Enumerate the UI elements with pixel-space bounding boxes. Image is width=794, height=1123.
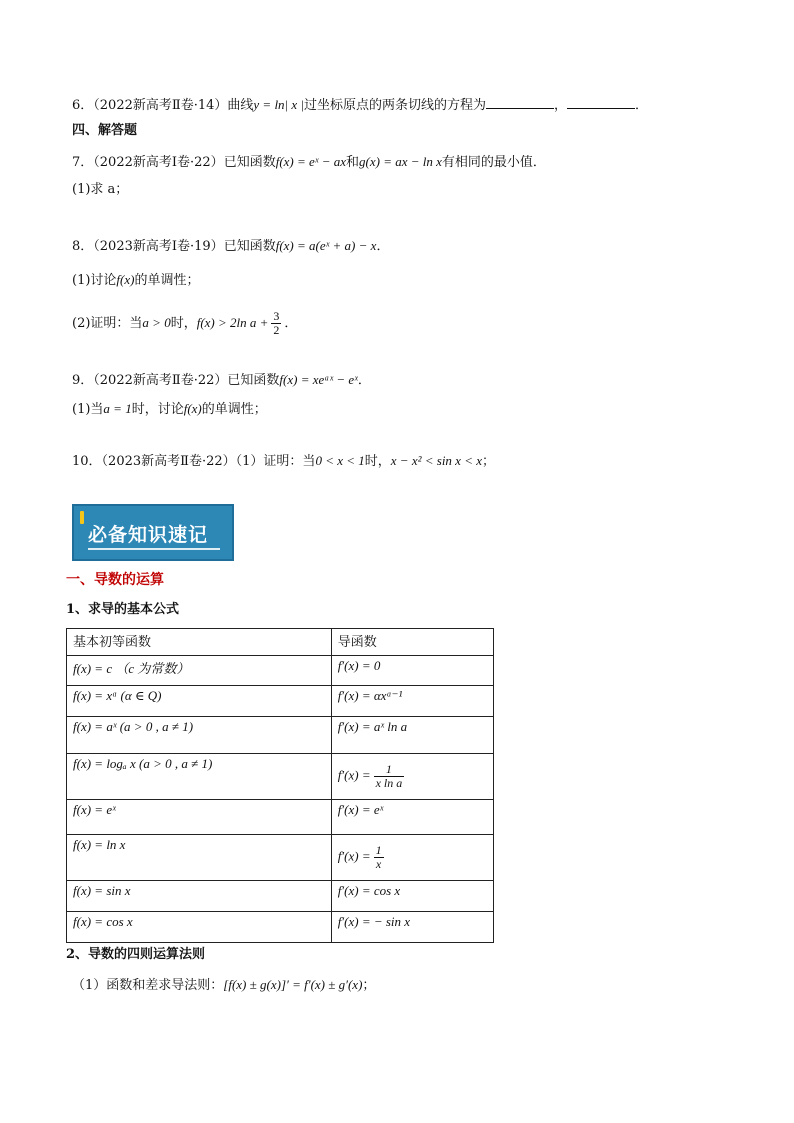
table-header-cell: 基本初等函数 [67, 629, 332, 656]
answer-blank[interactable] [567, 95, 635, 109]
rule-label: （1）函数和差求导法则： [72, 978, 224, 993]
question-number: 10． [72, 454, 102, 469]
question-text: 已知函数 [223, 239, 276, 254]
function-cell: f(x) = aˣ (a > 0 , a ≠ 1) [67, 717, 332, 754]
table-row [67, 800, 494, 835]
question-source: （2022新高考Ⅱ卷·14） [93, 98, 228, 113]
table-row [67, 881, 494, 912]
question-text: 的单调性； [134, 273, 200, 288]
derivative-formula-table [66, 628, 494, 943]
question-text: 过坐标原点的两条切线的方程为 [303, 98, 486, 113]
table-row [67, 835, 494, 881]
math-expression: f(x) > 2ln a + [196, 315, 269, 330]
question-10 [72, 451, 495, 472]
function-cell: f(x) = xᵅ (α ∈ Q) [67, 686, 332, 717]
banner-tab-marker [80, 511, 84, 524]
derivative-cell [331, 754, 493, 800]
fraction-numerator: 3 [273, 309, 280, 323]
table-header-row [67, 629, 494, 656]
derivative-cell: f′(x) = cos x [331, 881, 493, 912]
math-expression: g(x) = ax − ln x [359, 154, 442, 169]
section-heading: 四、解答题 [72, 123, 138, 138]
fraction-denominator: 2 [273, 323, 280, 337]
question-source: （2022新高考Ⅱ卷·22） [93, 373, 228, 388]
knowledge-heading: 一、导数的运算 [66, 572, 164, 588]
subheading-arithmetic-rules: 2、导数的四则运算法则 [66, 947, 206, 962]
math-expression: [f(x) ± g(x)]′ = f′(x) ± g′(x) [223, 977, 363, 992]
fraction-denominator: x [375, 857, 382, 871]
question-text: 时，讨论 [131, 402, 184, 417]
question-9 [72, 370, 371, 391]
period: ． [376, 239, 390, 254]
table-row [67, 656, 494, 686]
math-expression: f(x) = xeᵃˣ − eˣ [279, 372, 358, 387]
period: ． [284, 316, 298, 331]
math-expression: a > 0 [142, 315, 171, 330]
question-text: （1）证明：当 [235, 454, 316, 469]
function-cell: f(x) = c （c 为常数） [67, 656, 332, 686]
question-text: ； [482, 454, 496, 469]
question-text: 的单调性； [201, 402, 267, 417]
fraction [374, 844, 384, 871]
question-9-part-1 [72, 399, 267, 420]
derivative-cell: f′(x) = 0 [331, 656, 493, 686]
table-row [67, 717, 494, 754]
question-number: 8． [72, 239, 94, 254]
math-expression: x − x² < sin x < x [390, 453, 482, 468]
math-expression: y = ln| x | [253, 97, 304, 112]
question-number: 6． [72, 98, 94, 113]
banner-underline [88, 548, 220, 550]
question-text: ； [362, 978, 376, 993]
banner-title: 必备知识速记 [88, 524, 209, 546]
question-number: 7． [72, 155, 94, 170]
function-cell: f(x) = cos x [67, 912, 332, 943]
math-expression: f(x) = a(eˣ + a) − x [275, 238, 377, 253]
function-cell: f(x) = logₐ x (a > 0 , a ≠ 1) [67, 754, 332, 800]
derivative-prefix: f′(x) = [337, 848, 371, 864]
derivative-cell: f′(x) = aˣ ln a [331, 717, 493, 754]
period: ． [357, 373, 371, 388]
fraction [374, 763, 405, 790]
derivative-cell: f′(x) = αxᵅ⁻¹ [331, 686, 493, 717]
math-expression: f(x) = eˣ − ax [275, 154, 346, 169]
question-text: 已知函数 [227, 373, 280, 388]
table-row [67, 912, 494, 943]
math-expression: 0 < x < 1 [315, 453, 365, 468]
question-8-part-1 [72, 270, 199, 291]
fraction-numerator: 1 [375, 843, 382, 857]
derivative-cell: f′(x) = eˣ [331, 800, 493, 835]
question-text: 有相同的最小值． [441, 155, 546, 170]
period: ． [635, 98, 649, 113]
fraction-denominator: x ln a [375, 776, 403, 790]
derivative-cell: f′(x) = − sin x [331, 912, 493, 943]
math-expression: f(x) [116, 272, 135, 287]
question-text: 和 [346, 155, 360, 170]
question-text: 时， [364, 454, 391, 469]
function-cell: f(x) = eˣ [67, 800, 332, 835]
question-text: 时， [170, 316, 197, 331]
part-label: (1)当 [72, 402, 104, 417]
rule-sum-difference [72, 975, 375, 996]
question-8 [72, 236, 389, 257]
function-cell: f(x) = ln x [67, 835, 332, 881]
fraction-numerator: 1 [374, 763, 405, 777]
subheading-basic-formulas: 1、求导的基本公式 [66, 602, 180, 617]
table-row [67, 686, 494, 717]
section-banner [72, 504, 234, 561]
question-7 [72, 152, 546, 173]
answer-blank[interactable] [486, 95, 554, 109]
question-7-part-1: (1)求 a； [72, 182, 129, 197]
separator: ， [554, 98, 568, 113]
question-8-part-2 [72, 308, 297, 339]
math-expression: a = 1 [103, 401, 132, 416]
question-number: 9． [72, 373, 94, 388]
table-row [67, 754, 494, 800]
question-source: （2023新高考Ⅰ卷·19） [93, 239, 224, 254]
question-6 [72, 95, 648, 116]
part-label: (1)讨论 [72, 273, 117, 288]
fraction [271, 310, 281, 337]
question-text: 曲线 [227, 98, 254, 113]
question-text: 已知函数 [223, 155, 276, 170]
derivative-prefix: f′(x) = [337, 767, 371, 783]
function-cell: f(x) = sin x [67, 881, 332, 912]
question-source: （2022新高考Ⅰ卷·22） [93, 155, 224, 170]
derivative-cell [331, 835, 493, 881]
table-header-cell: 导函数 [331, 629, 493, 656]
math-expression: f(x) [183, 401, 202, 416]
question-source: （2023新高考Ⅱ卷·22） [101, 454, 236, 469]
part-label: (2)证明：当 [72, 316, 143, 331]
